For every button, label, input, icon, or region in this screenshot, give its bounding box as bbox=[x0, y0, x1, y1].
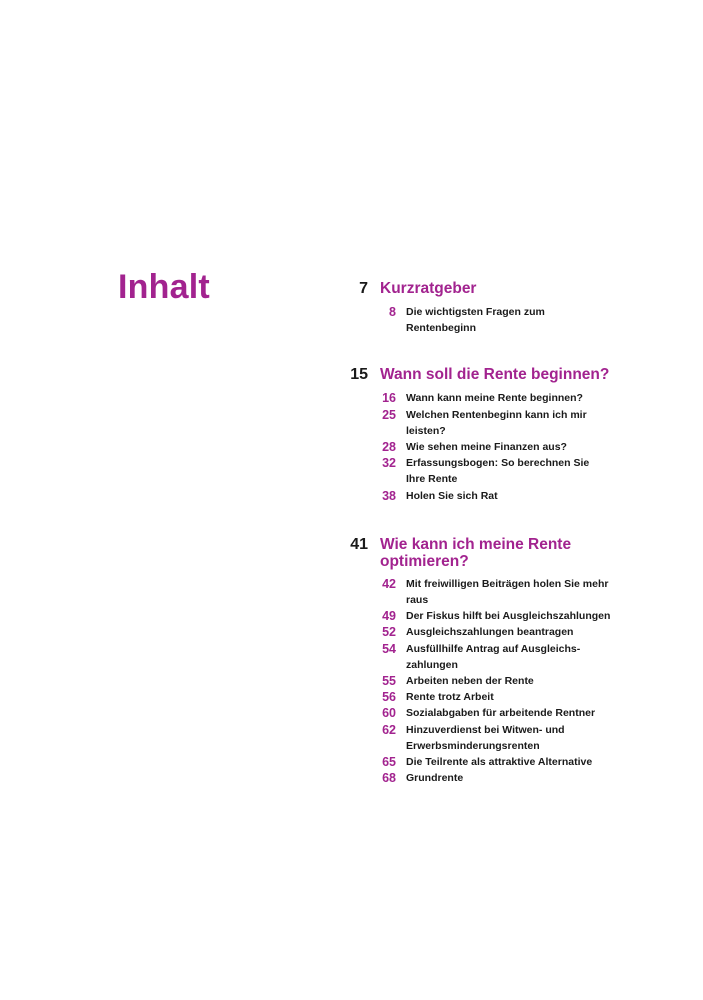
entry-title: Ausfüllhilfe Antrag auf Ausgleichs-zahlungen bbox=[406, 642, 581, 671]
toc-entry[interactable] bbox=[330, 455, 700, 487]
chapter-heading[interactable] bbox=[330, 366, 700, 384]
chapter-entries bbox=[330, 304, 700, 336]
entry-page-number: 56 bbox=[382, 690, 396, 705]
toc-entry[interactable] bbox=[330, 705, 700, 721]
toc-entry[interactable] bbox=[330, 304, 700, 336]
entry-page-number: 54 bbox=[382, 641, 396, 656]
entry-title: Mit freiwilligen Beiträgen holen Sie mehr raus bbox=[406, 577, 609, 607]
entry-title: Wann kann meine Rente beginnen? bbox=[406, 392, 583, 405]
entry-page-number: 32 bbox=[382, 456, 396, 471]
toc-entry[interactable] bbox=[330, 407, 700, 439]
entry-title: Sozialabgaben für arbeitende Rentner bbox=[406, 707, 596, 720]
chapter-heading[interactable] bbox=[330, 536, 700, 570]
chapter-title: Wie kann ich meine Rente optimieren? bbox=[380, 535, 572, 570]
toc-entry[interactable] bbox=[330, 770, 700, 786]
entry-page-number: 55 bbox=[382, 674, 396, 689]
toc-entry[interactable] bbox=[330, 624, 700, 640]
entry-page-number: 68 bbox=[382, 771, 396, 786]
entry-title: Wie sehen meine Finanzen aus? bbox=[406, 441, 567, 454]
entry-page-number: 28 bbox=[382, 440, 396, 455]
entry-title: Die Teilrente als attraktive Alternative bbox=[406, 756, 593, 769]
chapter-title: Kurzratgeber bbox=[380, 280, 477, 297]
toc-entry[interactable] bbox=[330, 439, 700, 455]
chapter-entries bbox=[330, 390, 700, 503]
entry-title: Holen Sie sich Rat bbox=[406, 489, 498, 502]
chapter-page-number: 15 bbox=[350, 366, 368, 384]
toc-entry[interactable] bbox=[330, 689, 700, 705]
toc-entry[interactable] bbox=[330, 673, 700, 689]
entry-page-number: 65 bbox=[382, 755, 396, 770]
entry-page-number: 62 bbox=[382, 722, 396, 737]
entry-title: Grundrente bbox=[406, 772, 464, 785]
chapter-heading[interactable] bbox=[330, 280, 700, 298]
entry-page-number: 60 bbox=[382, 706, 396, 721]
table-of-contents bbox=[330, 280, 700, 786]
entry-title: Ausgleichszahlungen beantragen bbox=[406, 626, 574, 639]
toc-entry[interactable] bbox=[330, 754, 700, 770]
chapter-1 bbox=[330, 280, 700, 336]
toc-entry[interactable] bbox=[330, 641, 700, 673]
entry-title: Der Fiskus hilft bei Ausgleichszahlungen bbox=[406, 610, 611, 623]
entry-page-number: 16 bbox=[382, 391, 396, 406]
entry-title: Erfassungsbogen: So berechnen Sie Ihre Rente bbox=[406, 457, 590, 486]
chapter-title: Wann soll die Rente beginnen? bbox=[380, 366, 610, 384]
entry-title: Rente trotz Arbeit bbox=[406, 691, 494, 704]
toc-entry[interactable] bbox=[330, 390, 700, 406]
entry-title: Arbeiten neben der Rente bbox=[406, 675, 534, 688]
entry-page-number: 8 bbox=[389, 305, 396, 319]
entry-page-number: 25 bbox=[382, 407, 396, 422]
chapter-3 bbox=[330, 536, 700, 787]
entry-page-number: 38 bbox=[382, 488, 396, 503]
chapter-page-number: 7 bbox=[359, 280, 368, 297]
chapter-entries bbox=[330, 576, 700, 787]
chapter-page-number: 41 bbox=[350, 535, 368, 553]
page-title: Inhalt bbox=[118, 268, 210, 306]
entry-title: Die wichtigsten Fragen zum Rentenbeginn bbox=[406, 306, 545, 335]
toc-entry[interactable] bbox=[330, 576, 700, 608]
entry-page-number: 52 bbox=[382, 625, 396, 640]
chapter-2 bbox=[330, 366, 700, 503]
toc-entry[interactable] bbox=[330, 488, 700, 504]
entry-page-number: 42 bbox=[382, 576, 396, 591]
toc-entry[interactable] bbox=[330, 722, 700, 754]
entry-page-number: 49 bbox=[382, 609, 396, 624]
entry-title: Hinzuverdienst bei Witwen- und Erwerbsminderungsrenten bbox=[406, 723, 565, 752]
toc-entry[interactable] bbox=[330, 608, 700, 624]
entry-title: Welchen Rentenbeginn kann ich mir leisten? bbox=[406, 408, 587, 437]
